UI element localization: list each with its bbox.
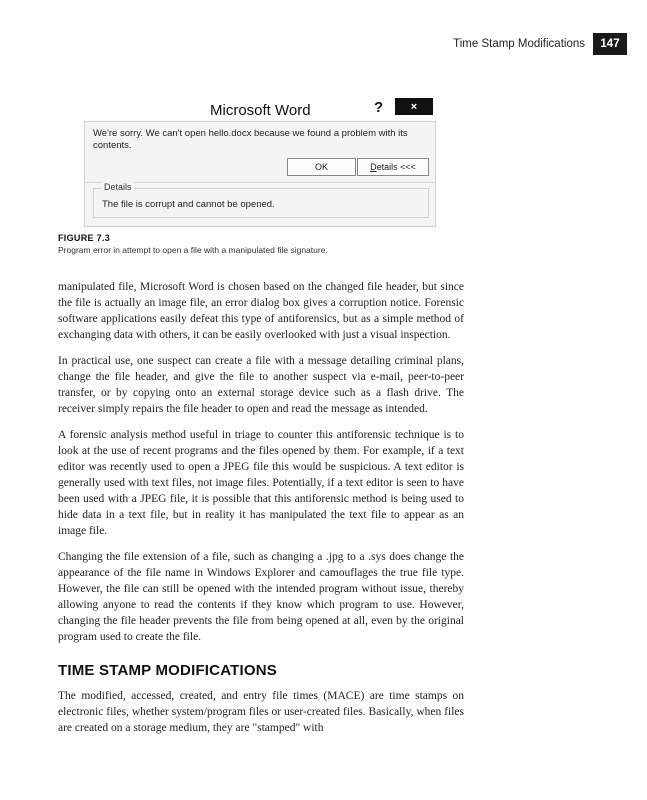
close-icon[interactable]: ×: [395, 98, 433, 115]
paragraph: Changing the file extension of a file, such as changing a .jpg to a .sys does change the appearance of the file name in Windows Explorer and camouflages the true file type. However, the file can still be opened with the intended program without issue, thereby allowing anyone to read the contents if they know which program to use. However, changing the file header prevents the file from being opened at all, even by the original program used to create the file.: [58, 551, 464, 643]
help-icon[interactable]: ?: [374, 99, 384, 116]
ok-button[interactable]: OK: [287, 158, 356, 176]
page-number: 147: [593, 33, 627, 55]
details-button-accelerator: D: [370, 162, 377, 172]
figure-caption: Program error in attempt to open a file with a manipulated file signature.: [58, 245, 328, 255]
paragraph: In practical use, one suspect can create a file with a message detailing criminal plans, change the file header, and give the file to another suspect via e-mail, peer-to-peer transfer, or by copying onto an external storage device such as a flash drive. The receiver simply repairs the file header to open and read the message as intended.: [58, 355, 464, 415]
dialog-body: [84, 121, 436, 227]
dialog-message: We're sorry. We can't open hello.docx because we found a problem with its contents.: [93, 128, 408, 151]
details-group: [93, 182, 429, 218]
details-text: The file is corrupt and cannot be opened.: [102, 199, 275, 210]
running-title: Time Stamp Modifications: [453, 38, 585, 50]
details-group-label: Details: [104, 182, 132, 192]
body-text: [58, 279, 464, 746]
details-button[interactable]: [357, 158, 429, 176]
details-button-label: etails <<<: [376, 162, 416, 172]
dialog-titlebar: [84, 95, 436, 123]
paragraph: manipulated file, Microsoft Word is chosen based on the changed file header, but since the file is actually an image file, an error dialog box gives a corruption notice. Forensic software applications easily defeat this type of antiforensics, but as a simple method of exchanging data with others, it can be easily overlooked with just a visual inspection.: [58, 281, 464, 341]
paragraph: A forensic analysis method useful in triage to counter this antiforensic technique is to look at the use of recent programs and the files opened by them. For example, if a text editor was recently used to open a JPEG file this would be suspicious. A text editor is generally used with text files, not image files. Potentially, if a text editor is seen to have been used with a JPEG file, it is possible that this antiforensic method is being used to hide data in a text file, but in reality it has manipulated the text file to appear as an image file.: [58, 429, 464, 537]
dialog-title: Microsoft Word: [210, 102, 311, 119]
paragraph: The modified, accessed, created, and entry file times (MACE) are time stamps on electronic files, whether system/program files or user-created files. Basically, when files are created on a storage medium, they are "stamped" with: [58, 690, 464, 734]
dialog-divider: [85, 182, 435, 183]
section-heading: TIME STAMP MODIFICATIONS: [58, 662, 277, 679]
running-header: [453, 33, 627, 55]
figure-label: FIGURE 7.3: [58, 233, 111, 243]
figure-dialog-screenshot: [84, 95, 436, 227]
